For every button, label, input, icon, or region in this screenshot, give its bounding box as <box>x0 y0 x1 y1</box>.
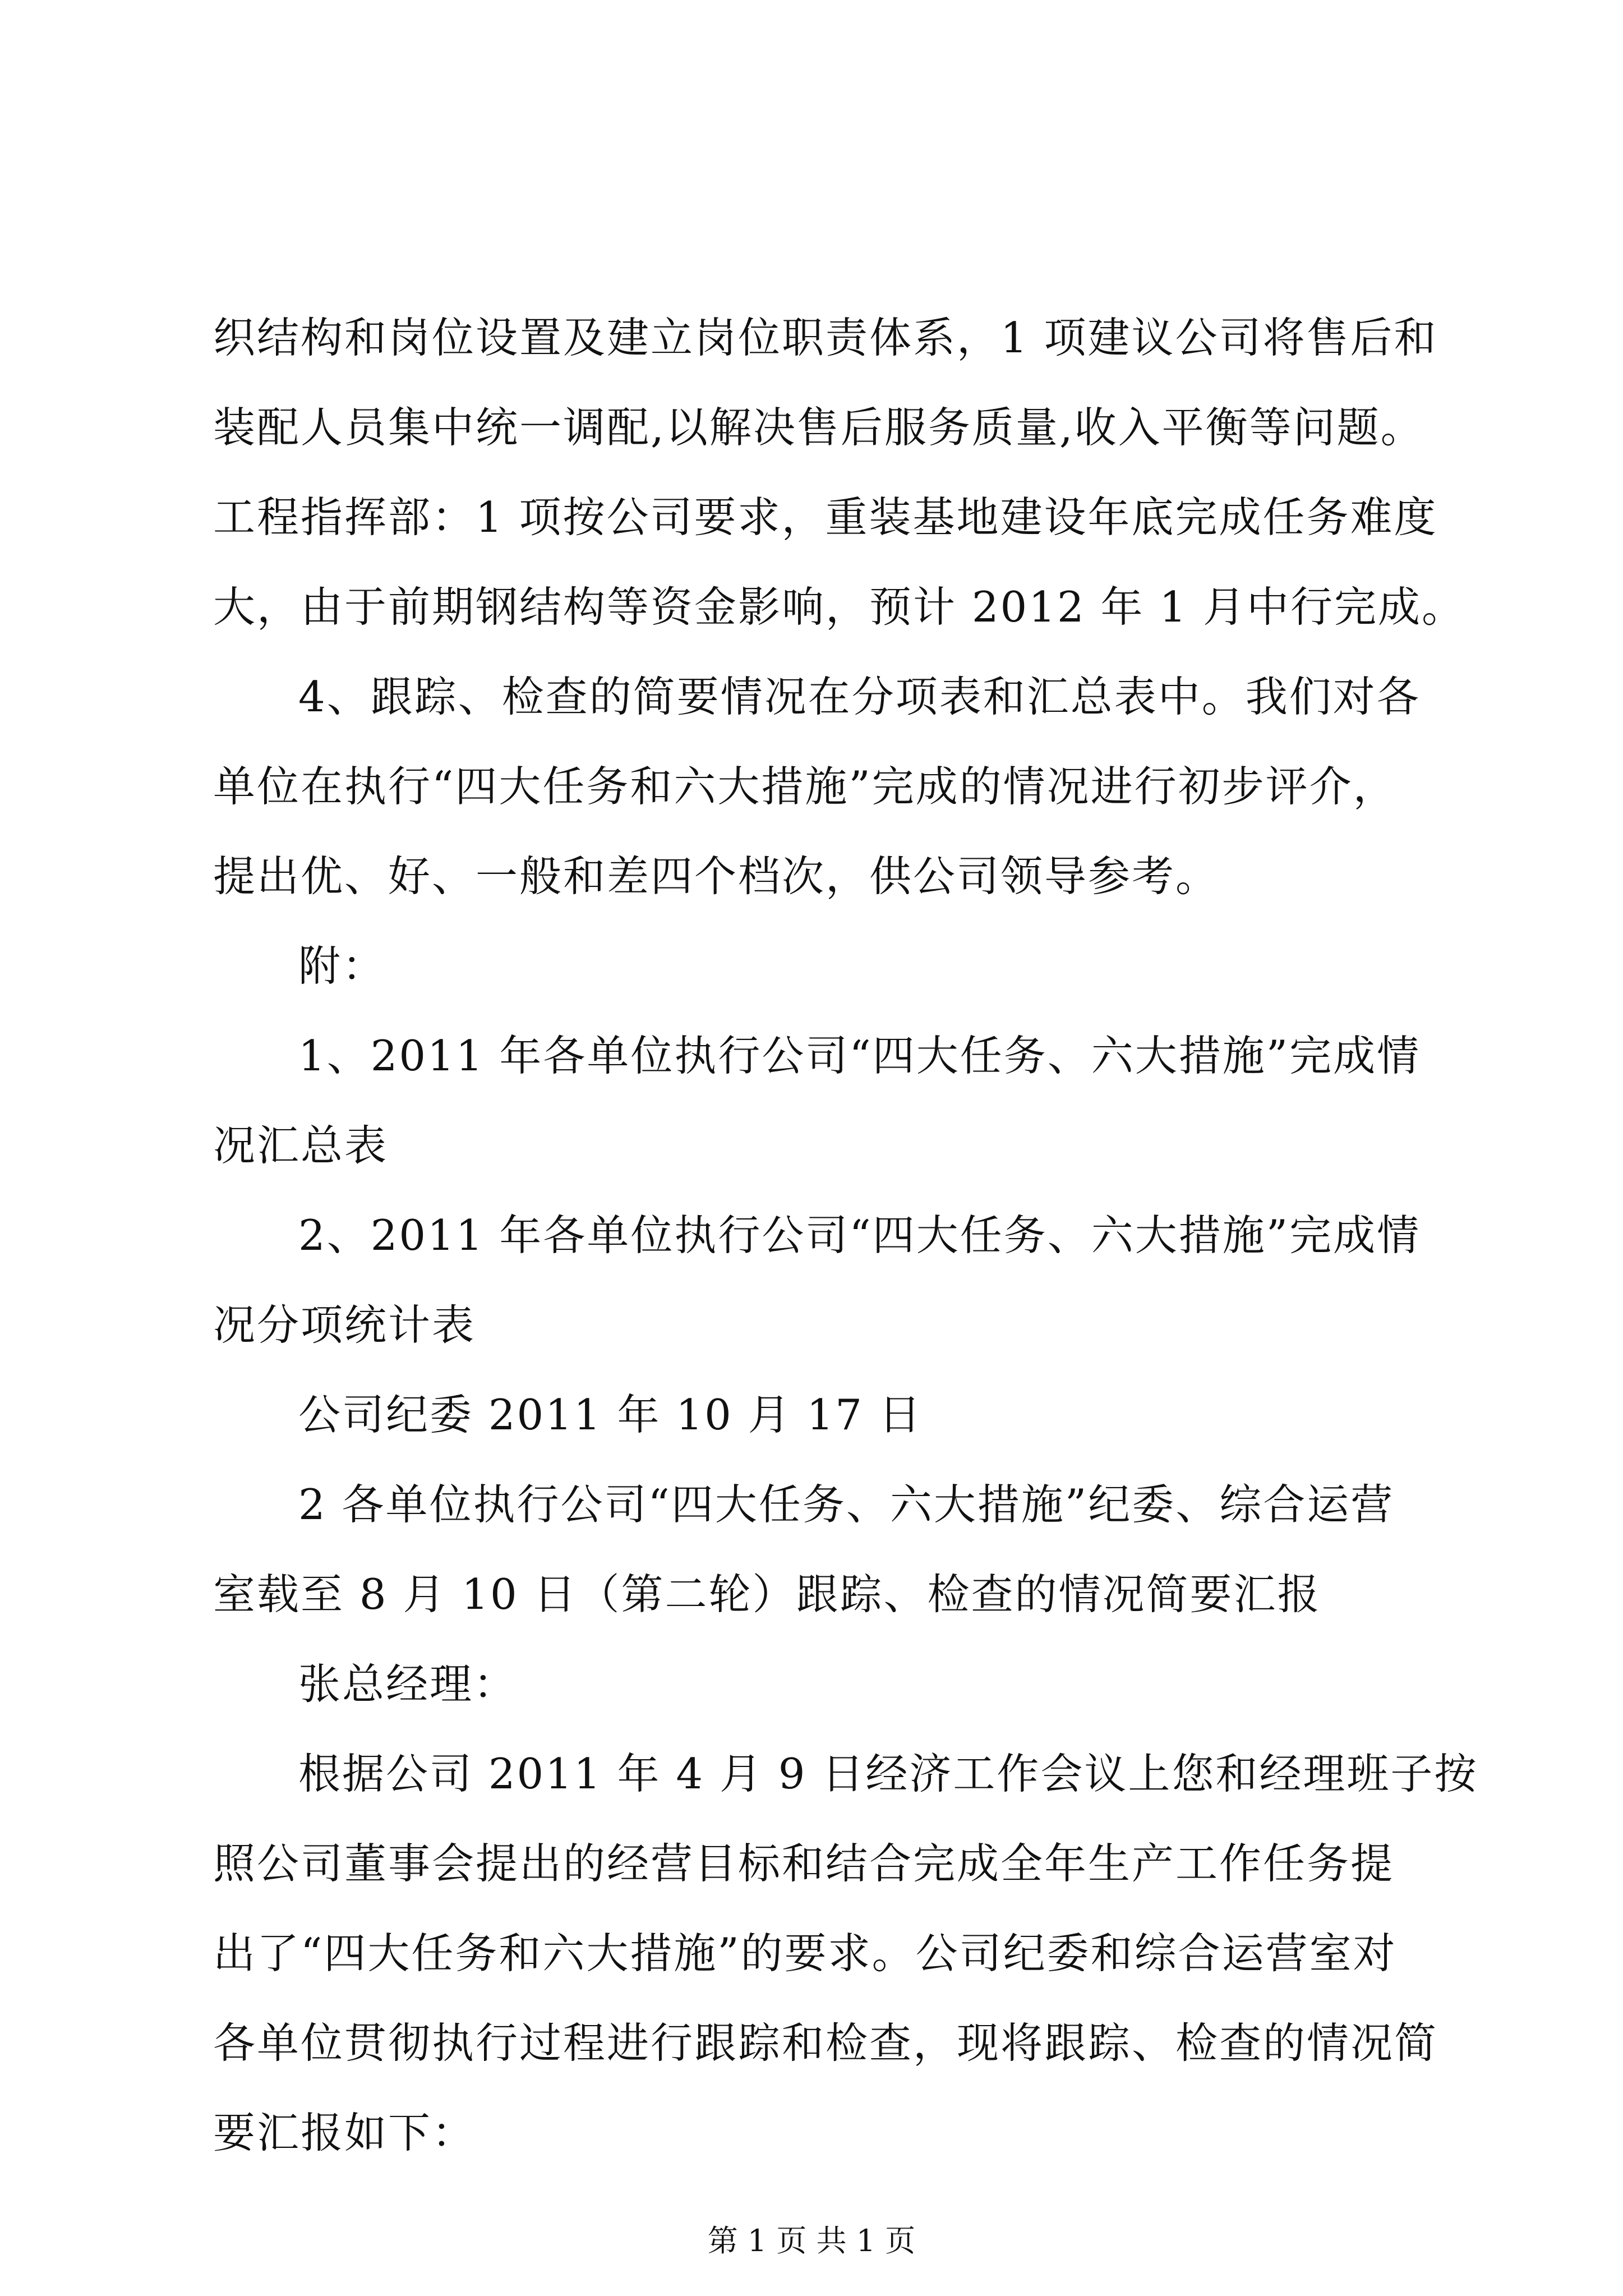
section-title: 2 各单位执行公司“四大任务、六大措施”纪委、综合运营 <box>298 1480 1395 1529</box>
page-footer: 第 1 页 共 1 页 <box>707 2223 916 2258</box>
attachment-item: 2、2011 年各单位执行公司“四大任务、六大措施”完成情 <box>298 1211 1421 1260</box>
paragraph-start: 根据公司 2011 年 4 月 9 日经济工作会议上您和经理班子按 <box>298 1749 1478 1798</box>
attachment-item: 1、2011 年各单位执行公司“四大任务、六大措施”完成情 <box>298 1031 1421 1080</box>
text-line: 要汇报如下： <box>213 2108 476 2157</box>
text-line: 况汇总表 <box>213 1121 389 1170</box>
text-line: 提出优、好、一般和差四个档次，供公司领导参考。 <box>213 852 1220 901</box>
text-line: 大，由于前期钢结构等资金影响，预计 2012 年 1 月中行完成。 <box>213 582 1465 632</box>
text-line: 工程指挥部：1 项按公司要求，重装基地建设年底完成任务难度 <box>213 493 1438 542</box>
text-line: 照公司董事会提出的经营目标和结合完成全年生产工作任务提 <box>213 1839 1395 1888</box>
text-line: 装配人员集中统一调配,以解决售后服务质量,收入平衡等问题。 <box>213 403 1424 452</box>
text-line: 织结构和岗位设置及建立岗位职责体系，1 项建议公司将售后和 <box>213 313 1438 362</box>
text-line: 单位在执行“四大任务和六大措施”完成的情况进行初步评介， <box>213 762 1397 811</box>
attachment-heading: 附： <box>298 941 386 991</box>
signature-date: 公司纪委 2011 年 10 月 17 日 <box>298 1390 923 1439</box>
text-line: 室载至 8 月 10 日（第二轮）跟踪、检查的情况简要汇报 <box>213 1570 1321 1619</box>
text-line: 各单位贯彻执行过程进行跟踪和检查，现将跟踪、检查的情况简 <box>213 2018 1438 2068</box>
salutation: 张总经理： <box>298 1659 518 1709</box>
text-line: 出了“四大任务和六大措施”的要求。公司纪委和综合运营室对 <box>213 1929 1397 1978</box>
paragraph-start: 4、跟踪、检查的简要情况在分项表和汇总表中。我们对各 <box>298 672 1421 721</box>
text-line: 况分项统计表 <box>213 1300 476 1350</box>
